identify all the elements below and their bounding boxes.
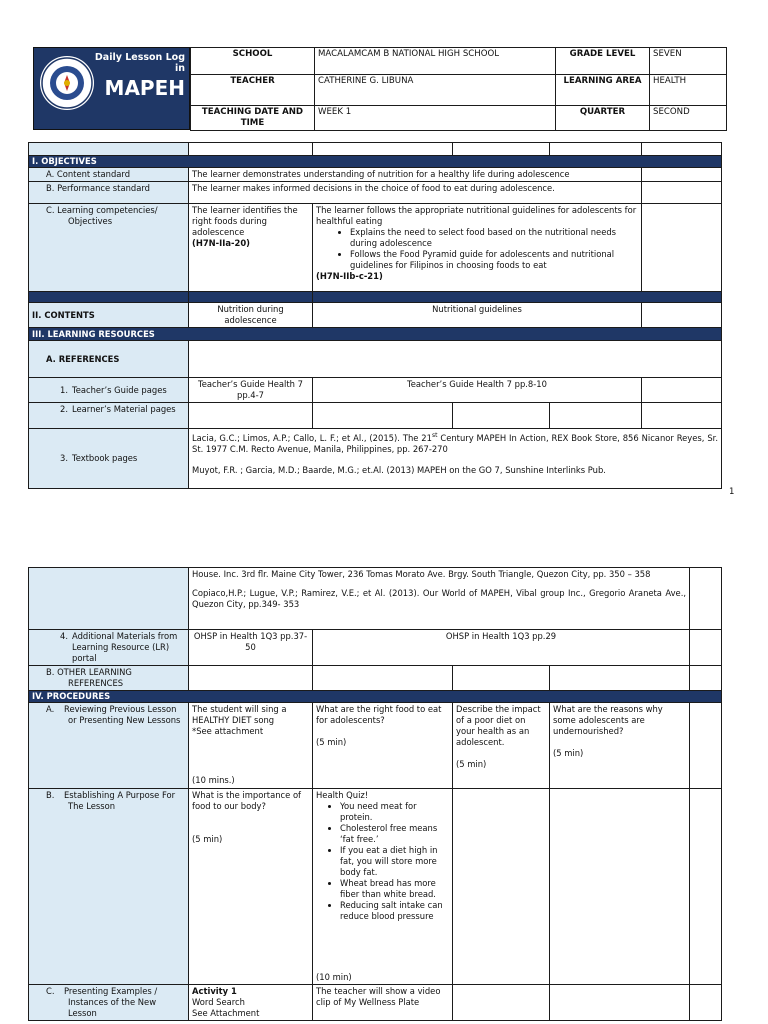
content-std-label: A. Content standard xyxy=(46,169,131,179)
quiz-item: • If you eat a diet high in fat, you will store more body fat. xyxy=(340,845,449,878)
dll-title-in: in xyxy=(174,63,185,74)
examples-label: C. Presenting Examples / Instances of the New Lesson xyxy=(46,986,158,1018)
quiz-item: • Reducing salt intake can reduce blood pressure xyxy=(340,900,449,922)
review-2-time: (5 min) xyxy=(316,737,347,747)
addl-label: Additional Materials from Learning Resource (LR) portal xyxy=(72,631,178,663)
references-label: A. REFERENCES xyxy=(46,353,120,364)
page-number: 1 xyxy=(729,487,735,497)
page2-table: House. Inc. 3rd flr. Maine City Tower, 236 Tomas Morato Ave. Brgy. South Triangle, Quezon City, pp. 350 – 358 Copiaco,H.P.; Lugue, V.P.; Ramirez, V.E.; et Al. (2013). Our World of MAPEH, Vibal group Inc., Gregorio Araneta Ave., Quezon City, pp.349- 353 4. Additional Materials from Learning Resource (LR) portal OHSP in Health 1Q3 pp.37-50 OHSP in Health 1Q3 pp.29 B. OTHER LEARNING REFERENCES IV. PROCEDURES A. Reviewing Previous Lesson or Presenting New Lessons The student will sing a HEALTHY DIET song *See attachment (10 mins.) What are the right food to eat for adolescents? (5 min) Describe the impact of a poor diet on your health as an adolescent. (5 min) What are the reasons why some adolescents are undernourished? (5 min) B. Establishing A Purpose For The Lesson What is the importance of food to our body? (5 min) Health Quiz! • You need meat for protein. • Cholesterol free means ‘fat free.’ • If you eat a diet high in fat, you will store more body fat. • Wheat bread has more fiber than white bread. • Reducing salt intake can reduce blood pressure (10 min) C. Presenting Examples / Instances of the New Lesson Activity 1 Word Search See Attachment The teacher will show a video clip of My Wellness Plate xyxy=(28,567,722,1021)
review-1-time: (10 mins.) xyxy=(192,775,235,785)
deped-seal-icon xyxy=(40,56,94,110)
review-4: What are the reasons why some adolescents are undernourished? xyxy=(553,704,663,736)
procedures-heading: IV. PROCEDURES xyxy=(29,691,722,703)
school-value: MACALAMCAM B NATIONAL HIGH SCHOOL xyxy=(315,48,556,75)
addl-1: OHSP in Health 1Q3 pp.37-50 xyxy=(189,630,313,666)
quarter-label: QUARTER xyxy=(556,106,650,131)
activity-2: See Attachment xyxy=(192,1008,260,1018)
resources-heading: III. LEARNING RESOURCES xyxy=(29,328,722,341)
competency-1-code: (H7N-IIa-20) xyxy=(192,238,250,248)
quiz-title: Health Quiz! xyxy=(316,790,369,800)
quiz-time: (10 min) xyxy=(316,972,352,982)
textbook-ref-1: Lacia, G.C.; Limos, A.P.; Callo, L. F.; et Al., (2015). The 21st Century MAPEH In Action, REX Book Store, 856 Nicanor Reyes, Sr. St. 1977 C.M. Recto Avenue, Manila, Philippines, pp. 267-270 xyxy=(192,432,718,454)
quiz-item: • Wheat bread has more fiber than white bread. xyxy=(340,878,449,900)
area-value: HEALTH xyxy=(650,75,727,106)
tg-2: Teacher’s Guide Health 7 pp.8-10 xyxy=(313,378,642,403)
competency-2-bullet: • Follows the Food Pyramid guide for adolescents and nutritional guidelines for Filipinos in choosing foods to eat xyxy=(350,249,638,271)
activity-1: Word Search xyxy=(192,997,245,1007)
competency-1: The learner identifies the right foods during adolescence xyxy=(192,205,298,237)
textbook-ref-3: Copiaco,H.P.; Lugue, V.P.; Ramirez, V.E.; et Al. (2013). Our World of MAPEH, Vibal group Inc., Gregorio Araneta Ave., Quezon City, pp.349- 353 xyxy=(192,588,687,609)
perf-std: The learner makes informed decisions in the choice of food to eat during adolescence. xyxy=(189,182,642,204)
competency-label: C. Learning competencies/ Objectives xyxy=(46,205,158,226)
page1-table: I. OBJECTIVES A. Content standard The learner demonstrates understanding of nutrition for a healthy life during adolescence B. Performance standard The learner makes informed decisions in the choice of food to eat during adolescence. C. Learning competencies/ Objectives The learner identifies the right foods during adolescence (H7N-IIa-20) The learner follows the appropriate nutritional guidelines for adolescents for healthful eating • Explains the need to select food based on the nutritional needs during adolescence • Follows the Food Pyramid guide for adolescents and nutritional guidelines for Filipinos in choosing foods to eat (H7N-IIb-c-21) II. CONTENTS Nutrition during adolescence Nutritional guidelines III. LEARNING RESOURCES A. REFERENCES 1. Teacher’s Guide pages Teacher’s Guide Health 7 pp.4-7 Teacher’s Guide Health 7 pp.8-10 2. Learner’s Material pages 3. Textbook pages Lacia, G.C.; Limos, A.P.; Callo, L. F.; et Al., (2015). The 21st Century MAPEH In Action, REX Book Store, 856 Nicanor Reyes, Sr. St. 1977 C.M. Recto Avenue, Manila, Philippines, pp. 267-270 Muyot, F.R. ; Garcia, M.D.; Baarde, M.G.; et.Al. (2013) MAPEH on the GO 7, Sunshine Interlinks Pub. xyxy=(28,142,722,489)
purpose-label: B. Establishing A Purpose For The Lesson xyxy=(46,790,176,811)
contents-2: Nutritional guidelines xyxy=(313,303,642,328)
header-logo-panel xyxy=(33,47,190,130)
perf-std-label: B. Performance standard xyxy=(46,183,150,193)
review-1-attach: *See attachment xyxy=(192,726,264,736)
header-table xyxy=(190,47,727,131)
purpose-1: What is the importance of food to our body? xyxy=(192,790,302,811)
activity-title: Activity 1 xyxy=(192,986,237,996)
grade-value: SEVEN xyxy=(650,48,727,75)
date-label: TEACHING DATE AND TIME xyxy=(191,106,315,131)
other-ref-label: B. OTHER LEARNING REFERENCES xyxy=(46,667,132,688)
subject-title: MAPEH xyxy=(104,76,185,100)
quarter-value: SECOND xyxy=(650,106,727,131)
content-std: The learner demonstrates understanding of nutrition for a healthy life during adolescence xyxy=(189,168,642,182)
review-2: What are the right food to eat for adolescents? xyxy=(316,704,442,725)
quiz-item: • You need meat for protein. xyxy=(340,801,449,823)
addl-2: OHSP in Health 1Q3 pp.29 xyxy=(313,630,690,666)
area-label: LEARNING AREA xyxy=(556,75,650,106)
review-3-time: (5 min) xyxy=(456,759,487,769)
review-3: Describe the impact of a poor diet on your health as an adolescent. xyxy=(456,704,541,747)
review-label: A. Reviewing Previous Lesson or Presenting New Lessons xyxy=(46,704,181,725)
competency-2-bullet: • Explains the need to select food based on the nutritional needs during adolescence xyxy=(350,227,638,249)
teacher-value: CATHERINE G. LIBUNA xyxy=(315,75,556,106)
teacher-label: TEACHER xyxy=(191,75,315,106)
competency-2-code: (H7N-IIb-c-21) xyxy=(316,271,383,281)
review-4-time: (5 min) xyxy=(553,748,584,758)
competency-2: The learner follows the appropriate nutritional guidelines for adolescents for healthful eating xyxy=(316,205,637,226)
example-2: The teacher will show a video clip of My Wellness Plate xyxy=(313,985,453,1021)
school-label: SCHOOL xyxy=(191,48,315,75)
date-value: WEEK 1 xyxy=(315,106,556,131)
purpose-1-time: (5 min) xyxy=(192,834,223,844)
contents-1: Nutrition during adolescence xyxy=(189,303,313,328)
tg-label: Teacher’s Guide pages xyxy=(72,384,167,395)
contents-label: II. CONTENTS xyxy=(29,303,189,328)
lm-label: Learner’s Material pages xyxy=(72,404,176,414)
dll-title: Daily Lesson Log xyxy=(94,52,185,63)
review-1: The student will sing a HEALTHY DIET song xyxy=(192,704,287,725)
tg-1: Teacher’s Guide Health 7 pp.4-7 xyxy=(189,378,313,403)
objectives-heading: I. OBJECTIVES xyxy=(29,156,722,168)
textbook-ref-2-cont: House. Inc. 3rd flr. Maine City Tower, 236 Tomas Morato Ave. Brgy. South Triangle, Quezon City, pp. 350 – 358 xyxy=(192,569,651,579)
textbook-ref-2: Muyot, F.R. ; Garcia, M.D.; Baarde, M.G.; et.Al. (2013) MAPEH on the GO 7, Sunshine Interlinks Pub. xyxy=(192,464,606,475)
grade-label: GRADE LEVEL xyxy=(556,48,650,75)
quiz-item: • Cholesterol free means ‘fat free.’ xyxy=(340,823,449,845)
tb-label: Textbook pages xyxy=(72,453,138,463)
